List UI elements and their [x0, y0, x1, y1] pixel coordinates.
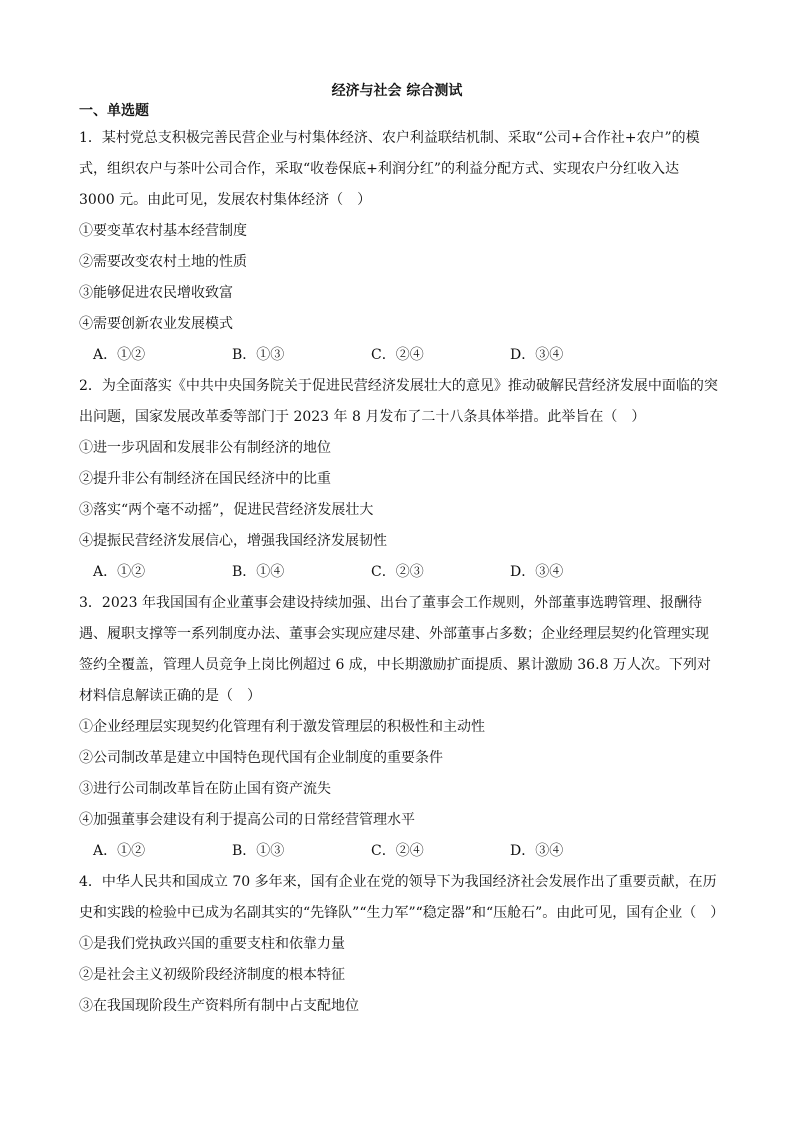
- page-title: 经济与社会 综合测试: [331, 83, 463, 99]
- choice-a: A．①②: [93, 347, 146, 363]
- question-stem: 3．2023 年我国国有企业董事会建设持续加强、出台了董事会工作规则，外部董事选聘管理、报酬待遇、履职支撑等一系列制度办法、董事会实现应建尽建、外部董事占多数；企业经理层契约化管理实现签约全覆盖，管理人员竞争上岗比例超过 6 成，中长期激励扩面提质、累计激励 36.8 万人次。下列对材料信息解读正确的是（ ）: [79, 595, 711, 704]
- choice-d: D．③④: [510, 564, 564, 580]
- question-list: [79, 123, 725, 1022]
- answer-choices: [79, 836, 719, 867]
- choice-c: C．②④: [371, 843, 424, 859]
- option-item: ④需要创新农业发展模式: [79, 316, 233, 332]
- option-item: ③在我国现阶段生产资料所有制中占支配地位: [79, 998, 359, 1014]
- answer-choices: [79, 557, 719, 588]
- choice-a: A．①②: [93, 843, 146, 859]
- option-item: ②公司制改革是建立中国特色现代国有企业制度的重要条件: [79, 750, 443, 766]
- question-2: [79, 371, 719, 588]
- choice-b: B．①③: [232, 843, 285, 859]
- option-item: ①企业经理层实现契约化管理有利于激发管理层的积极性和主动性: [79, 719, 485, 735]
- question-stem: 1．某村党总支积极完善民营企业与村集体经济、农户利益联结机制、采取“公司+合作社+农户”的模式，组织农户与茶叶公司合作，采取“收卷保底+利润分红”的利益分配方式、实现农户分红收入达 3000 元。由此可见，发展农村集体经济（ ）: [79, 130, 700, 208]
- choice-c: C．②④: [371, 347, 424, 363]
- option-item: ②需要改变农村土地的性质: [79, 254, 247, 270]
- section-heading: 一、单选题: [79, 103, 149, 119]
- question-stem: 2．为全面落实《中共中央国务院关于促进民营经济发展壮大的意见》推动破解民营经济发展中面临的突出问题，国家发展改革委等部门于 2023 年 8 月发布了二十八条具体举措。此举旨在（ ）: [79, 378, 718, 425]
- choice-a: A．①②: [93, 564, 146, 580]
- option-item: ④加强董事会建设有利于提高公司的日常经营管理水平: [79, 812, 415, 828]
- option-item: ③进行公司制改革旨在防止国有资产流失: [79, 781, 331, 797]
- option-item: ①进一步巩固和发展非公有制经济的地位: [79, 440, 331, 456]
- choice-d: D．③④: [510, 843, 564, 859]
- choice-b: B．①④: [232, 564, 285, 580]
- option-item: ②是社会主义初级阶段经济制度的根本特征: [79, 967, 345, 983]
- option-item: ①是我们党执政兴国的重要支柱和依靠力量: [79, 936, 345, 952]
- option-item: ②提升非公有制经济在国民经济中的比重: [79, 471, 331, 487]
- choice-d: D．③④: [510, 347, 564, 363]
- choice-b: B．①③: [232, 347, 285, 363]
- question-1: [79, 123, 719, 371]
- answer-choices: [79, 340, 719, 371]
- option-item: ①要变革农村基本经营制度: [79, 223, 247, 239]
- option-item: ③落实“两个毫不动摇”，促进民营经济发展壮大: [79, 502, 374, 518]
- choice-c: C．②③: [371, 564, 424, 580]
- question-4: [79, 867, 725, 1022]
- question-stem: 4．中华人民共和国成立 70 多年来，国有企业在党的领导下为我国经济社会发展作出了重要贡献，在历史和实践的检验中已成为名副其实的“先锋队”“生力军”“稳定器”和“压舱石”。由此可见，国有企业（ ）: [79, 874, 725, 921]
- option-item: ③能够促进农民增收致富: [79, 285, 233, 301]
- question-3: [79, 588, 719, 867]
- option-item: ④提振民营经济发展信心，增强我国经济发展韧性: [79, 533, 387, 549]
